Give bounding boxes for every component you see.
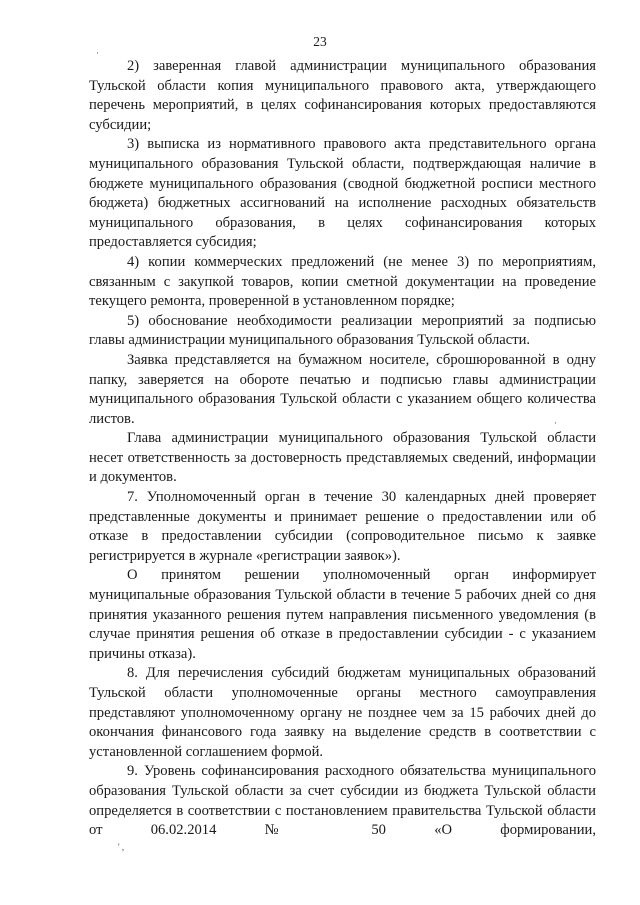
- document-body: [89, 57, 596, 841]
- paragraph-head-responsibility: Глава администрации муниципального образования Тульской области несет ответственность за достоверность представляемых сведений, информации и документов.: [89, 430, 596, 486]
- paragraph-decision-notice: О принятом решении уполномоченный орган информирует муниципальные образования Тульской области в течение 5 рабочих дней со дня принятия указанного решения путем направления письменного уведомления (в случае принятия решения об отказе в предоставлении субсидии - с указанием причины отказа).: [89, 567, 596, 662]
- paragraph-item-3: 3) выписка из нормативного правового акта представительного органа муниципального образования Тульской области, подтверждающая наличие в бюджете муниципального образования (сводной бюджетной росписи местного бюджета) бюджетных ассигнований на исполнение расходных обязательств муниципального образования, в целях софинансирования которых предоставляется субсидия;: [89, 136, 596, 251]
- paragraph-item-5: 5) обоснование необходимости реализации мероприятий за подписью главы администрации муниципального образования Тульской области.: [89, 312, 596, 349]
- paragraph-clause-9: 9. Уровень софинансирования расходного обязательства муниципального образования Тульской области за счет субсидии из бюджета Тульской области определяется в соответствии с постановлением правительства Тульской области от 06.02.2014 № 50 «О формировании,: [89, 763, 596, 839]
- page-number: 23: [313, 34, 327, 49]
- paragraph-item-2: 2) заверенная главой администрации муниципального образования Тульской области копия муниципального правового акта, утверждающего перечень мероприятий, в целях софинансирования которых предоставляются субсидии;: [89, 58, 596, 133]
- paragraph-clause-8: 8. Для перечисления субсидий бюджетам муниципальных образований Тульской области уполномоченные органы местного самоуправления представляют уполномоченному органу не позднее чем за 15 рабочих дней до окончания финансового года заявку на выделение средств в соответствии с установленной соглашением формой.: [89, 665, 596, 760]
- scan-speck: ' ,: [118, 842, 125, 852]
- scan-speck: ·: [96, 48, 99, 58]
- paragraph-application-format: Заявка представляется на бумажном носителе, сброшюрованной в одну папку, заверяется на обороте печатью и подписью главы администрации муниципального образования Тульской области с указанием общего количества листов.: [89, 351, 596, 427]
- paragraph-item-4: 4) копии коммерческих предложений (не менее 3) по мероприятиям, связанным с закупкой товаров, копии сметной документации на проведение текущего ремонта, проверенной в установленном порядке;: [89, 253, 596, 310]
- paragraph-clause-7: 7. Уполномоченный орган в течение 30 календарных дней проверяет представленные документы и принимает решение о предоставлении или об отказе в предоставлении субсидии (сопроводительное письмо к заявке регистрируется в журнале «регистрации заявок»).: [89, 489, 596, 564]
- scan-speck: ·: [554, 418, 557, 428]
